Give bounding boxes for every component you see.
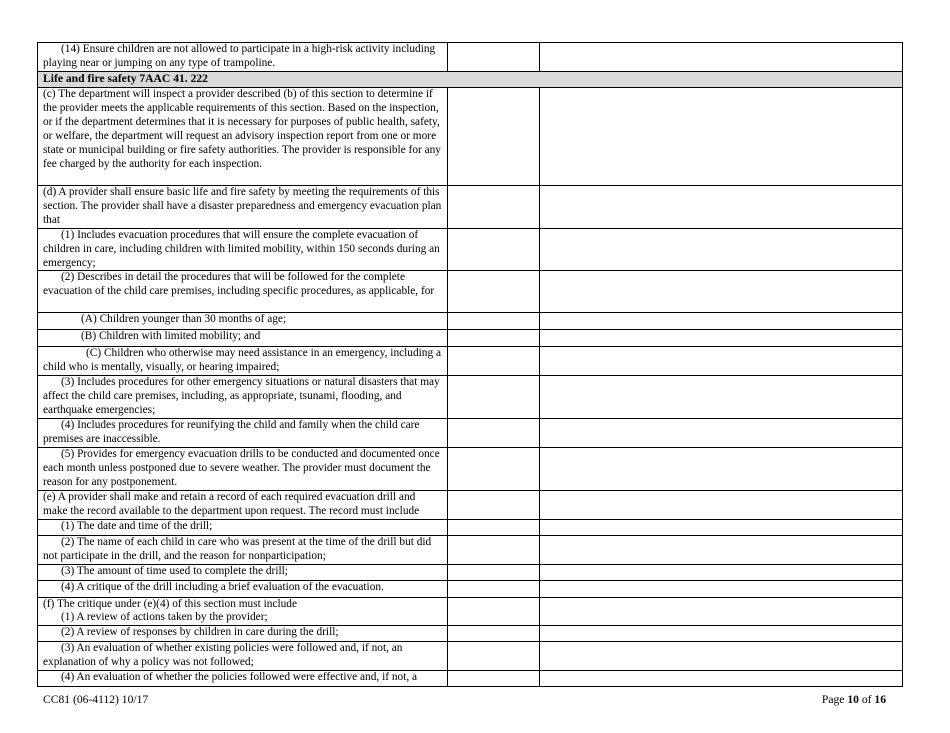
regulation-checklist-table [37,42,903,687]
requirement-cell: (14) Ensure children are not allowed to participate in a high-risk activity including playing near or jumping on any type of trampoline. [38,43,448,72]
table-row [38,418,903,447]
page-total: 16 [874,693,886,706]
compliance-cell[interactable] [448,88,540,186]
compliance-cell[interactable] [448,313,540,330]
requirement-cell [38,597,448,626]
requirement-subtext: (1) A review of actions taken by the provider; [61,611,268,624]
requirement-cell: (c) The department will inspect a provider described (b) of this section to determine if the provider meets the applicable requirements of this section. Based on the inspection, or if the department determines that it is necessary for purposes of public health, safety, or welfare, the department will request an advisory inspection report from one or more state or municipal building or fire safety authorities. The provider is responsible for any fee charged by the authority for each inspection. [38,88,448,186]
comments-cell[interactable] [540,597,903,626]
table-row [38,642,903,671]
requirement-cell: (4) An evaluation of whether the policies followed were effective and, if not, a [38,671,448,687]
compliance-cell[interactable] [448,447,540,490]
compliance-cell[interactable] [448,519,540,535]
requirement-cell: (2) A review of responses by children in care during the drill; [38,626,448,642]
form-id: CC81 (06-4112) 10/17 [43,693,149,706]
comments-cell[interactable] [540,564,903,580]
table-row [38,626,903,642]
requirement-cell: (3) The amount of time used to complete the drill; [38,564,448,580]
requirement-cell: (3) Includes procedures for other emergency situations or natural disasters that may affect the child care premises, including, as appropriate, tsunami, flooding, and earthquake emergencies; [38,376,448,419]
comments-cell[interactable] [540,418,903,447]
table-row [38,447,903,490]
compliance-cell[interactable] [448,535,540,564]
requirement-cell: (4) Includes procedures for reunifying the child and family when the child care premises are inaccessible. [38,418,448,447]
comments-cell[interactable] [540,642,903,671]
compliance-cell[interactable] [448,671,540,687]
requirement-cell: (1) The date and time of the drill; [38,519,448,535]
compliance-cell[interactable] [448,330,540,347]
comments-cell[interactable] [540,186,903,229]
requirement-cell: (B) Children with limited mobility; and [38,330,448,347]
requirement-cell: (A) Children younger than 30 months of age; [38,313,448,330]
requirement-cell: (d) A provider shall ensure basic life and fire safety by meeting the requirements of this section. The provider shall have a disaster preparedness and emergency evacuation plan that [38,186,448,229]
compliance-cell[interactable] [448,271,540,313]
requirement-cell: (1) Includes evacuation procedures that will ensure the complete evacuation of children in care, including children with limited mobility, within 150 seconds during an emergency; [38,228,448,271]
compliance-cell[interactable] [448,376,540,419]
table-row [38,313,903,330]
requirement-cell: (3) An evaluation of whether existing policies were followed and, if not, an explanation of why a policy was not followed; [38,642,448,671]
comments-cell[interactable] [540,88,903,186]
compliance-cell[interactable] [448,228,540,271]
comments-cell[interactable] [540,580,903,597]
comments-cell[interactable] [540,313,903,330]
page-label: Page [821,693,845,706]
table-row [38,597,903,626]
requirement-cell: (4) A critique of the drill including a brief evaluation of the evacuation. [38,580,448,597]
table-row [38,671,903,687]
comments-cell[interactable] [540,376,903,419]
requirement-cell: (2) The name of each child in care who was present at the time of the drill but did not participate in the drill, and the reason for nonparticipation; [38,535,448,564]
section-header-row [38,72,903,88]
compliance-cell[interactable] [448,186,540,229]
table-row [38,271,903,313]
compliance-cell[interactable] [448,490,540,519]
requirement-cell: (5) Provides for emergency evacuation drills to be conducted and documented once each month unless postponed due to severe weather. The provider must document the reason for any postponement. [38,447,448,490]
comments-cell[interactable] [540,519,903,535]
table-row [38,186,903,229]
requirement-cell: (2) Describes in detail the procedures that will be followed for the complete evacuation of the child care premises, including specific procedures, as applicable, for [38,271,448,313]
comments-cell[interactable] [540,228,903,271]
compliance-cell[interactable] [448,418,540,447]
comments-cell[interactable] [540,330,903,347]
compliance-cell[interactable] [448,580,540,597]
page-indicator [822,693,886,706]
comments-cell[interactable] [540,490,903,519]
table-row [38,535,903,564]
compliance-cell[interactable] [448,626,540,642]
section-title: Life and fire safety 7AAC 41. 222 [38,72,903,88]
compliance-cell[interactable] [448,43,540,72]
requirement-cell: (C) Children who otherwise may need assistance in an emergency, including a child who is mentally, visually, or hearing impaired; [38,347,448,376]
table-row [38,88,903,186]
table-row [38,376,903,419]
table-row [38,564,903,580]
comments-cell[interactable] [540,626,903,642]
comments-cell[interactable] [540,535,903,564]
table-row [38,330,903,347]
requirement-cell: (e) A provider shall make and retain a record of each required evacuation drill and make the record available to the department upon request. The record must include [38,490,448,519]
requirement-text: (f) The critique under (e)(4) of this section must include [43,597,297,610]
table-row [38,43,903,72]
comments-cell[interactable] [540,43,903,72]
of-label: of [861,693,872,706]
compliance-cell[interactable] [448,564,540,580]
page-number: 10 [847,693,859,706]
comments-cell[interactable] [540,347,903,376]
table-row [38,519,903,535]
table-row [38,580,903,597]
compliance-cell[interactable] [448,642,540,671]
compliance-cell[interactable] [448,597,540,626]
compliance-cell[interactable] [448,347,540,376]
table-row [38,490,903,519]
comments-cell[interactable] [540,447,903,490]
table-row [38,347,903,376]
comments-cell[interactable] [540,271,903,313]
comments-cell[interactable] [540,671,903,687]
table-row [38,228,903,271]
